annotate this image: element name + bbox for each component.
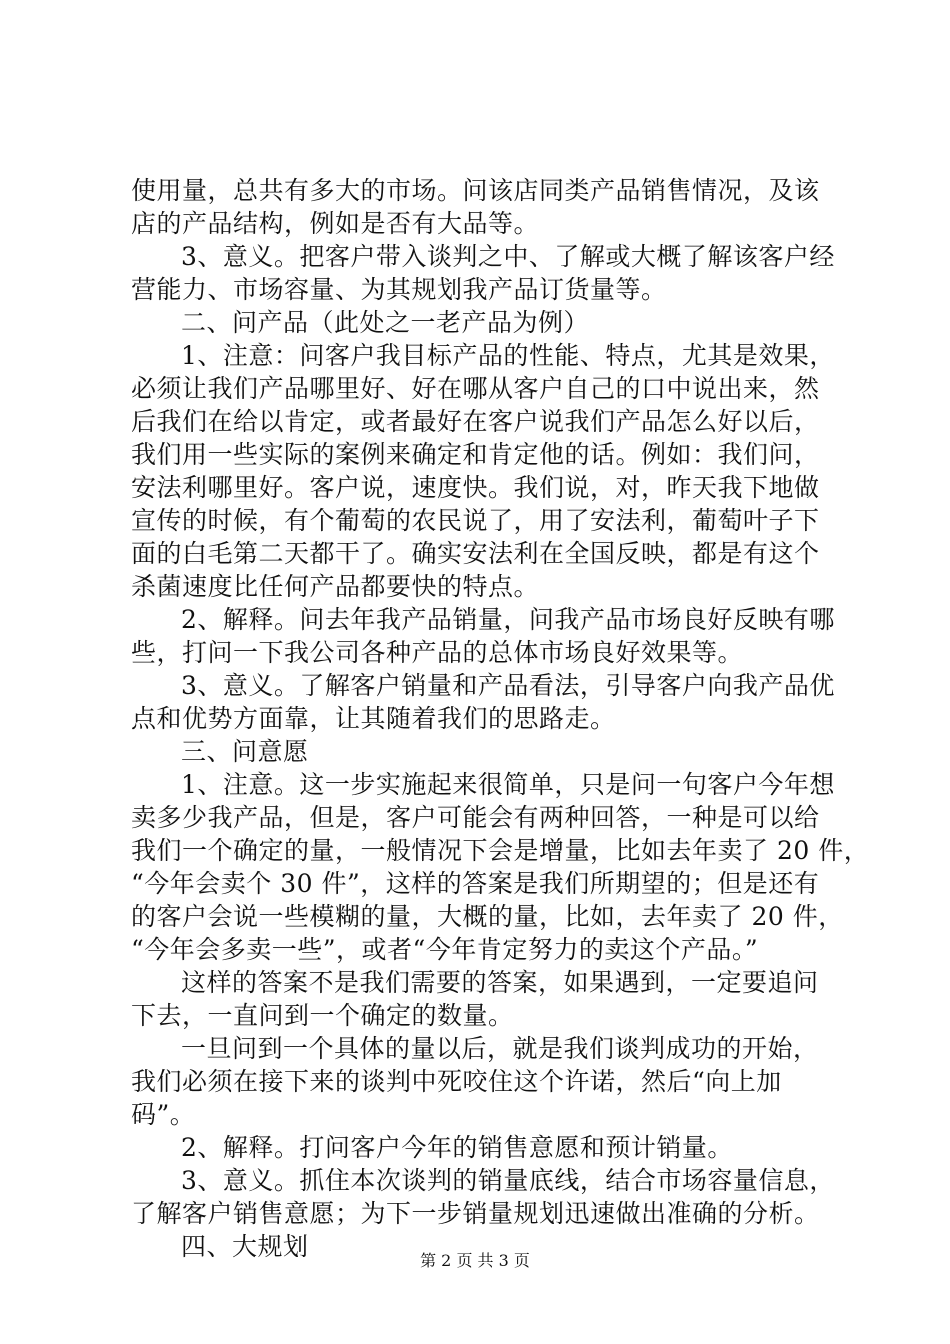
body-line: 必须让我们产品哪里好、好在哪从客户自己的口中说出来，然 xyxy=(131,374,820,403)
body-line: 些，打问一下我公司各种产品的总体市场良好效果等。 xyxy=(131,638,744,667)
body-line: 了解客户销售意愿；为下一步销量规划迅速做出准确的分析。 xyxy=(131,1199,820,1228)
body-line: 3、意义。抓住本次谈判的销量底线，结合市场容量信息， xyxy=(181,1166,835,1195)
body-line: 营能力、市场容量、为其规划我产品订货量等。 xyxy=(131,275,667,304)
body-line: 1、注意。这一步实施起来很简单，只是问一句客户今年想 xyxy=(181,770,835,799)
body-line: 我们一个确定的量，一般情况下会是增量，比如去年卖了 20 件， xyxy=(131,836,870,865)
body-line: 后我们在给以肯定，或者最好在客户说我们产品怎么好以后， xyxy=(131,407,820,436)
body-line: 一旦问到一个具体的量以后，就是我们谈判成功的开始， xyxy=(181,1034,819,1063)
body-line: 卖多少我产品，但是，客户可能会有两种回答，一种是可以给 xyxy=(131,803,820,832)
body-line: 码”。 xyxy=(131,1100,196,1129)
body-line: “今年会多卖一些”，或者“今年肯定努力的卖这个产品。” xyxy=(131,935,759,964)
body-line: 店的产品结构，例如是否有大品等。 xyxy=(131,209,540,238)
body-line: 2、解释。问去年我产品销量，问我产品市场良好反映有哪 xyxy=(181,605,835,634)
body-line: 二、问产品（此处之一老产品为例） xyxy=(181,308,590,337)
body-line: “今年会卖个 30 件”，这样的答案是我们所期望的；但是还有 xyxy=(131,869,820,898)
body-line: 使用量，总共有多大的市场。问该店同类产品销售情况，及该 xyxy=(131,176,820,205)
body-line: 我们必须在接下来的谈判中死咬住这个许诺，然后“向上加 xyxy=(131,1067,782,1096)
body-line: 1、注意：问客户我目标产品的性能、特点，尤其是效果， xyxy=(181,341,835,370)
body-line: 四、大规划 xyxy=(181,1232,309,1261)
body-line: 3、意义。把客户带入谈判之中、了解或大概了解该客户经 xyxy=(181,242,835,271)
body-line: 面的白毛第二天都干了。确实安法利在全国反映，都是有这个 xyxy=(131,539,820,568)
body-line: 安法利哪里好。客户说，速度快。我们说，对，昨天我下地做 xyxy=(131,473,820,502)
page-footer: 第 2 页 共 3 页 xyxy=(420,1251,530,1270)
document-body xyxy=(131,174,870,1263)
body-line: 杀菌速度比任何产品都要快的特点。 xyxy=(131,572,540,601)
body-line: 3、意义。了解客户销量和产品看法，引导客户向我产品优 xyxy=(181,671,835,700)
body-line: 我们用一些实际的案例来确定和肯定他的话。例如：我们问， xyxy=(131,440,820,469)
body-line: 2、解释。打问客户今年的销售意愿和预计销量。 xyxy=(181,1133,733,1162)
body-line: 下去，一直问到一个确定的数量。 xyxy=(131,1001,514,1030)
body-line: 宣传的时候，有个葡萄的农民说了，用了安法利，葡萄叶子下 xyxy=(131,506,820,535)
body-line: 三、问意愿 xyxy=(181,737,309,766)
body-line: 这样的答案不是我们需要的答案，如果遇到，一定要追问 xyxy=(181,968,819,997)
body-line: 的客户会说一些模糊的量，大概的量，比如，去年卖了 20 件， xyxy=(131,902,844,931)
body-line: 点和优势方面靠，让其随着我们的思路走。 xyxy=(131,704,616,733)
